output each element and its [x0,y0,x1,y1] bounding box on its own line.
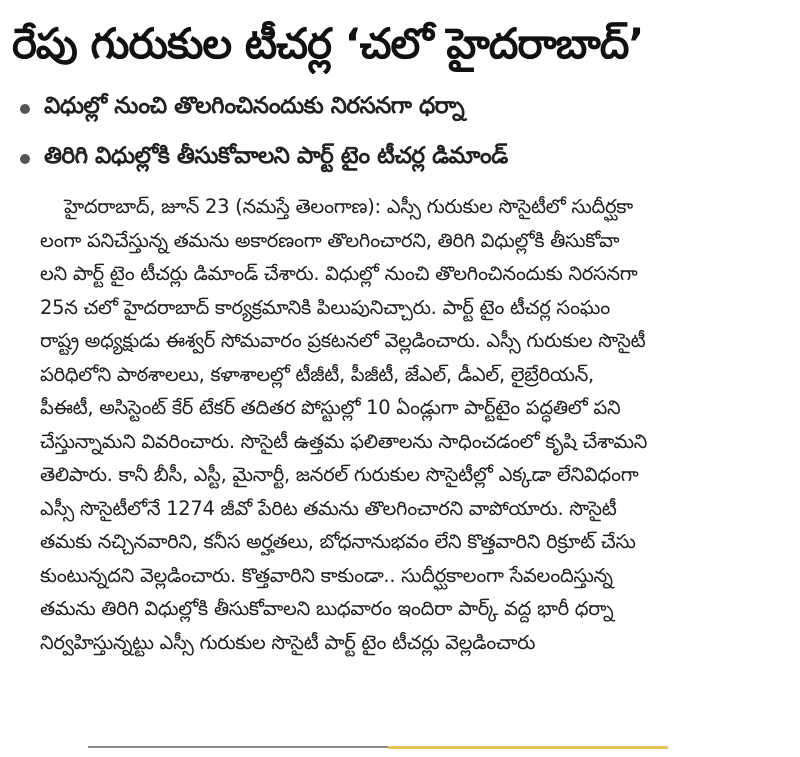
footer-rule [88,746,668,749]
body-line: లని పార్ట్ టైం టీచర్లు డిమాండ్ చేశారు. విధుల్లో నుంచి తొలగించినందుకు నిరసనగా [40,262,638,285]
body-line: కుంటున్నదని వెల్లడించారు. కొత్తవారిని కాకుండా.. సుదీర్ఘకాలంగా సేవలందిస్తున్న [40,563,613,587]
footer-rule-accent [388,746,668,749]
body-line: తమను తిరిగి విధుల్లోకి తీసుకోవాలని బుధవారం ఇందిరా పార్క్ వద్ద భారీ ధర్నా [40,597,614,620]
subhead-item [20,84,790,134]
footer-rule-grey [88,746,388,748]
body-line: లంగా పనిచేస్తున్న తమను అకారణంగా తొలగించారని, తిరిగి విధుల్లోకి తీసుకోవా [40,228,620,252]
article-body [40,190,792,659]
body-line: ఎస్సీ సొసైటీలోనే 1274 జీవో పేరిట తమను తొలగించారని వాపోయారు. సొసైటీ [40,496,617,520]
subhead-text: విధుల్లో నుంచి తొలగించినందుకు నిరసనగా ధర్నా [44,93,465,119]
body-line: రాష్ట్ర అధ్యక్షుడు ఈశ్వర్ సోమవారం ప్రకటనలో వెల్లడించారు. ఎస్సీ గురుకుల సొసైటీ [40,329,646,352]
body-line: నిర్వహిస్తున్నట్టు ఎస్సీ గురుకుల సొసైటీ పార్ట్ టైం టీచర్లు వెల్లడించారు [40,630,536,654]
body-line: పీఈటీ, అసిస్టెంట్ కేర్ టేకర్ తదితర పోస్టుల్లో 10 ఏండ్లుగా పార్ట్‌టైం పద్ధతిలో పని [40,396,621,419]
body-line: 25న చలో హైదరాబాద్ కార్యక్రమానికి పిలుపునిచ్చారు. పార్ట్ టైం టీచర్ల సంఘం [40,295,610,319]
body-line: చేస్తున్నామని వివరించారు. సొసైటీ ఉత్తమ ఫలితాలను సాధించడంలో కృషి చేశామని [40,429,648,453]
subhead-text: తిరిగి విధుల్లోకి తీసుకోవాలని పార్ట్ టైం టీచర్ల డిమాండ్ [44,143,508,169]
headline: రేపు గురుకుల టీచర్ల ‘చలో హైదరాబాద్’ [12,19,644,68]
body-line: పరిధిలోని పాఠశాలలు, కళాశాలల్లో టీజీటీ, పీజీటీ, జేఎల్, డీఎల్, లైబ్రేరియన్, [40,362,594,386]
bullet-icon [20,154,30,164]
bullet-icon [20,104,30,114]
body-line: తెలిపారు. కానీ బీసీ, ఎస్టీ, మైనార్టీ, జనరల్ గురుకుల సొసైటీల్లో ఎక్కడా లేనివిధంగా [40,463,639,486]
body-line: హైదరాబాద్, జూన్ 23 (నమస్తే తెలంగాణ): ఎస్సీ గురుకుల సొసైటీలో సుదీర్ఘకా [64,195,633,218]
body-line: తమకు నచ్చినవారిని, కనీస అర్హతలు, బోధనానుభవం లేని కొత్తవారిని రిక్రూట్ చేసు [40,530,636,553]
subhead-item [20,134,790,184]
subheads-list [20,84,790,184]
